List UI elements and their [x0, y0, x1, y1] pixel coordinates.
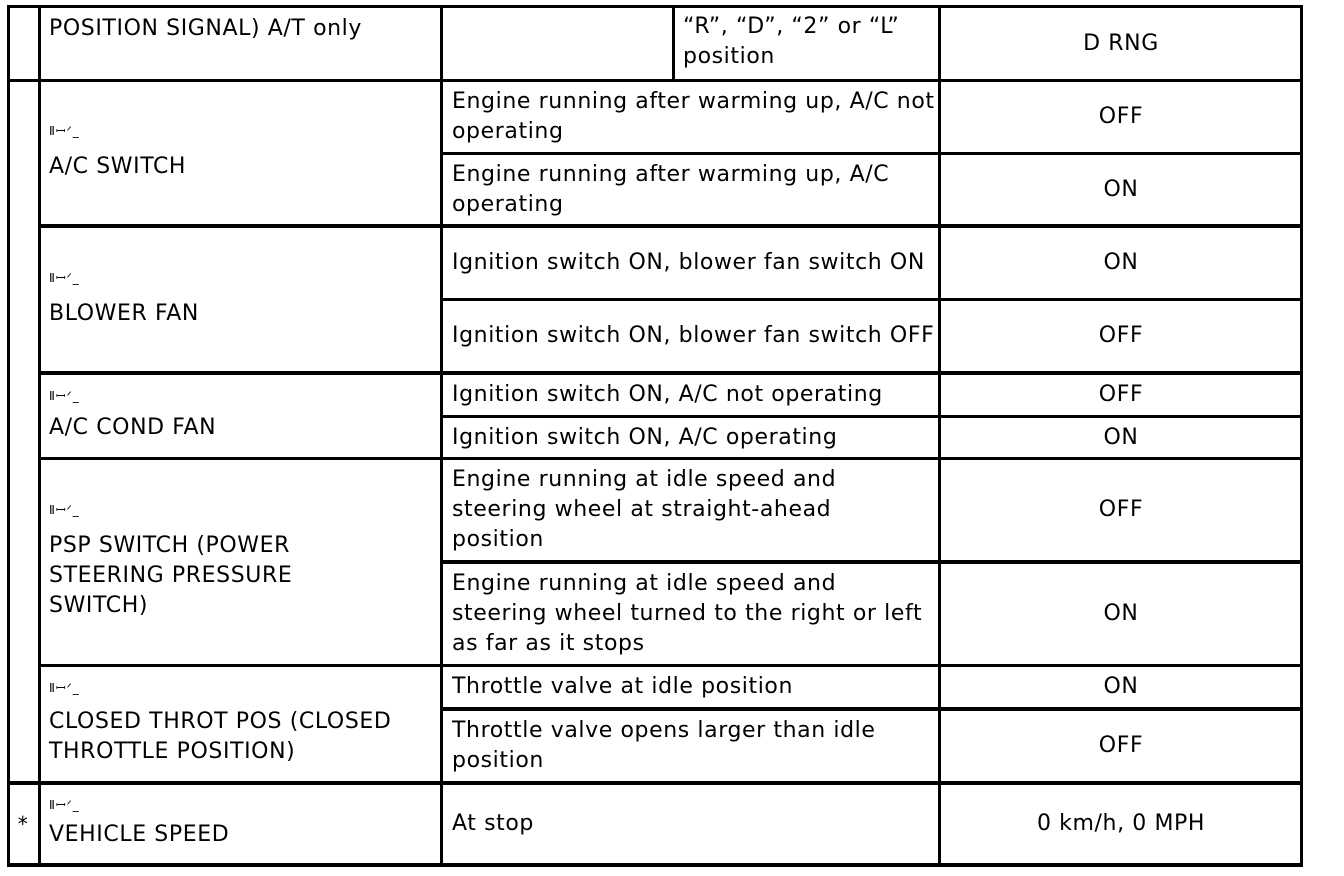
condition-psp-switch-2 [443, 564, 939, 664]
row-divider [38, 371, 1303, 375]
condition-position-signal [675, 12, 939, 78]
value-text: OFF [1098, 323, 1144, 348]
item-label: POSITION SIGNAL) A/T only [49, 16, 362, 41]
condition-text: “R”, “D”, “2” or “L” position [683, 14, 900, 69]
value-text: ON [1103, 425, 1139, 450]
row-divider [38, 457, 1303, 460]
row-divider [38, 664, 1303, 667]
table-border-right [1300, 5, 1303, 867]
item-label: CLOSED THROT POS (CLOSED THROTTLE POSITION) [49, 709, 392, 764]
value-ac-switch-1 [941, 82, 1301, 152]
column-divider [938, 5, 941, 867]
value-closed-throt-1 [941, 667, 1301, 707]
item-label: A/C SWITCH [49, 154, 187, 179]
value-text: 0 km/h, 0 MPH [1036, 811, 1206, 836]
condition-closed-throt-1 [443, 667, 939, 707]
item-position-signal [41, 8, 441, 80]
value-text: ON [1103, 177, 1139, 202]
value-text: OFF [1098, 104, 1144, 129]
value-text: ON [1103, 674, 1139, 699]
condition-text: Throttle valve at idle position [452, 674, 794, 699]
value-text: D RNG [1083, 31, 1159, 56]
value-text: ON [1103, 250, 1139, 275]
condition-closed-throt-2 [443, 711, 939, 781]
value-position-signal [941, 8, 1301, 80]
condition-text: Engine running at idle speed and steering wheel at straight-ahead position [452, 467, 837, 552]
value-vehicle-speed [941, 785, 1301, 863]
value-text: OFF [1098, 382, 1144, 407]
condition-text: Engine running after warming up, A/C operating [452, 162, 890, 217]
value-blower-fan-2 [941, 301, 1301, 371]
value-psp-switch-2 [941, 564, 1301, 664]
item-psp-switch [41, 460, 441, 664]
column-divider [672, 5, 675, 80]
value-psp-switch-1 [941, 460, 1301, 560]
item-closed-throt-pos [41, 667, 441, 781]
condition-psp-switch-1 [443, 460, 939, 560]
value-ac-cond-fan-2 [941, 418, 1301, 458]
item-label: A/C COND FAN [49, 415, 217, 440]
row-marker-asterisk [9, 785, 37, 863]
item-glyph: Ⅱꟷᐟ_ [49, 124, 80, 138]
value-text: OFF [1098, 733, 1144, 758]
item-glyph: Ⅱꟷᐟ_ [49, 503, 80, 517]
item-label: PSP SWITCH (POWER STEERING PRESSURE SWITCH) [49, 533, 293, 618]
condition-blower-fan-1 [443, 228, 939, 298]
value-ac-cond-fan-1 [941, 375, 1301, 415]
condition-text: Ignition switch ON, blower fan switch ON [452, 250, 925, 275]
value-blower-fan-1 [941, 228, 1301, 298]
row-divider [7, 79, 1303, 82]
item-ac-cond-fan [41, 375, 441, 457]
table-border-bottom [7, 863, 1303, 867]
subrow-divider [440, 152, 1303, 155]
table-border-left [7, 5, 10, 867]
condition-ac-switch-2 [443, 155, 939, 225]
value-text: ON [1103, 601, 1139, 626]
condition-ac-switch-1 [443, 82, 939, 152]
value-ac-switch-2 [941, 155, 1301, 225]
item-glyph: Ⅱꟷᐟ_ [49, 681, 80, 695]
condition-text: Ignition switch ON, A/C not operating [452, 382, 883, 407]
condition-ac-cond-fan-2 [443, 418, 939, 458]
column-divider [440, 5, 443, 867]
condition-text: At stop [452, 811, 534, 836]
subrow-divider [440, 415, 1303, 418]
item-blower-fan [41, 228, 441, 372]
subrow-divider [440, 298, 1303, 301]
column-divider [38, 5, 41, 867]
item-glyph: Ⅱꟷᐟ_ [49, 389, 80, 403]
condition-blower-fan-2 [443, 301, 939, 371]
condition-text: Engine running after warming up, A/C not operating [452, 89, 935, 144]
value-text: OFF [1098, 497, 1144, 522]
row-divider [7, 781, 1303, 785]
item-glyph: Ⅱꟷᐟ_ [49, 271, 80, 285]
row-divider [38, 224, 1303, 228]
item-glyph: Ⅱꟷᐟ_ [49, 798, 80, 812]
condition-ac-cond-fan-1 [443, 375, 939, 415]
item-ac-switch [41, 82, 441, 224]
value-closed-throt-2 [941, 711, 1301, 781]
condition-text: Engine running at idle speed and steering wheel turned to the right or left as far as it stops [452, 571, 923, 656]
subrow-divider [440, 707, 1303, 711]
condition-vehicle-speed [443, 785, 939, 863]
condition-text: Throttle valve opens larger than idle position [452, 718, 876, 773]
table-border-top [7, 5, 1303, 8]
condition-text: Ignition switch ON, A/C operating [452, 425, 838, 450]
item-vehicle-speed [41, 785, 441, 863]
condition-text: Ignition switch ON, blower fan switch OFF [452, 323, 935, 348]
item-label: BLOWER FAN [49, 301, 199, 326]
marker-text: * [17, 812, 29, 836]
subrow-divider [440, 560, 1303, 564]
item-label: VEHICLE SPEED [49, 822, 230, 847]
